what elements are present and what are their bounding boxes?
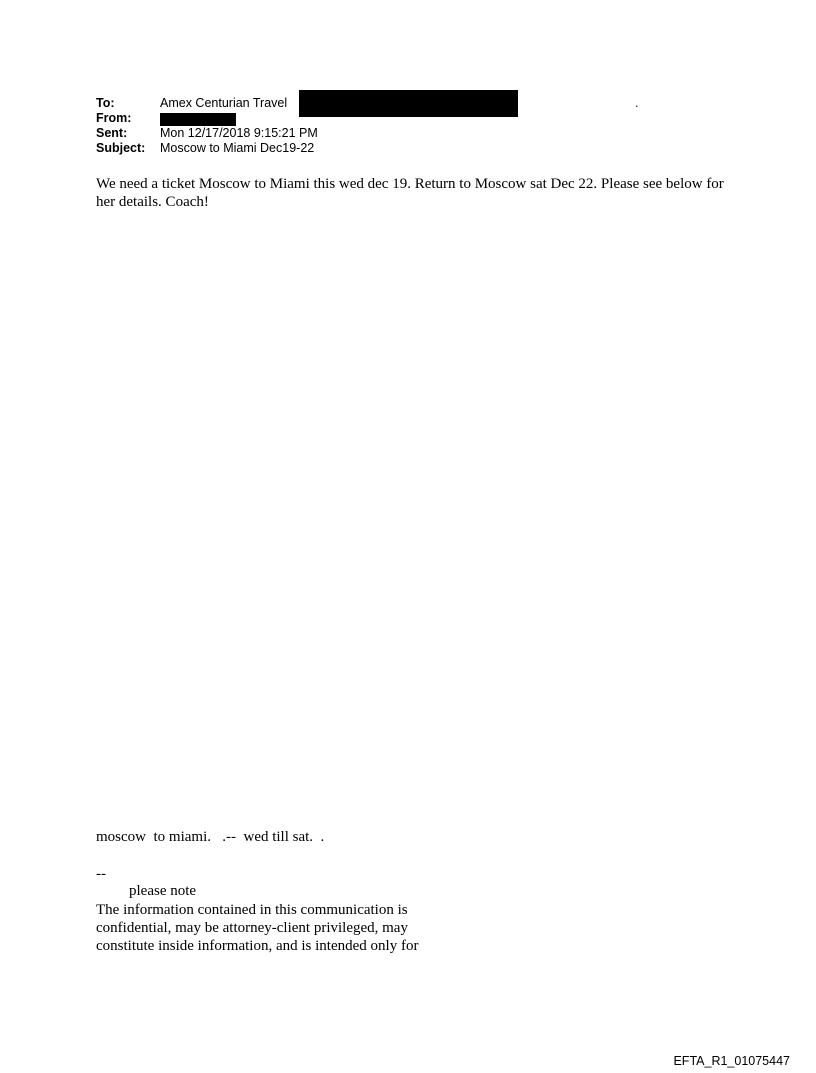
disclaimer-line: confidential, may be attorney-client privileged, may (96, 920, 408, 936)
to-trailing-dot: . (635, 96, 639, 110)
sent-value: Mon 12/17/2018 9:15:21 PM (160, 126, 318, 140)
quoted-line: moscow to miami. .-- wed till sat. . (96, 829, 325, 845)
from-redaction-block (160, 113, 236, 126)
please-note-heading: please note (129, 883, 197, 899)
disclaimer-line: The information contained in this communication is (96, 902, 408, 918)
sent-label: Sent: (96, 126, 128, 140)
to-value: Amex Centurian Travel (160, 96, 288, 110)
signature-separator: -- (96, 866, 106, 882)
document-id: EFTA_R1_01075447 (673, 1054, 790, 1068)
confidentiality-disclaimer (96, 901, 476, 955)
subject-value: Moscow to Miami Dec19-22 (160, 141, 315, 155)
disclaimer-line: constitute inside information, and is intended only for (96, 938, 419, 954)
message-body: We need a ticket Moscow to Miami this wed dec 19. Return to Moscow sat Dec 22. Please see below for her details. Coach! (96, 176, 724, 210)
to-label: To: (96, 96, 115, 110)
to-redaction-block (299, 90, 518, 117)
subject-label: Subject: (96, 141, 146, 155)
from-label: From: (96, 111, 132, 125)
